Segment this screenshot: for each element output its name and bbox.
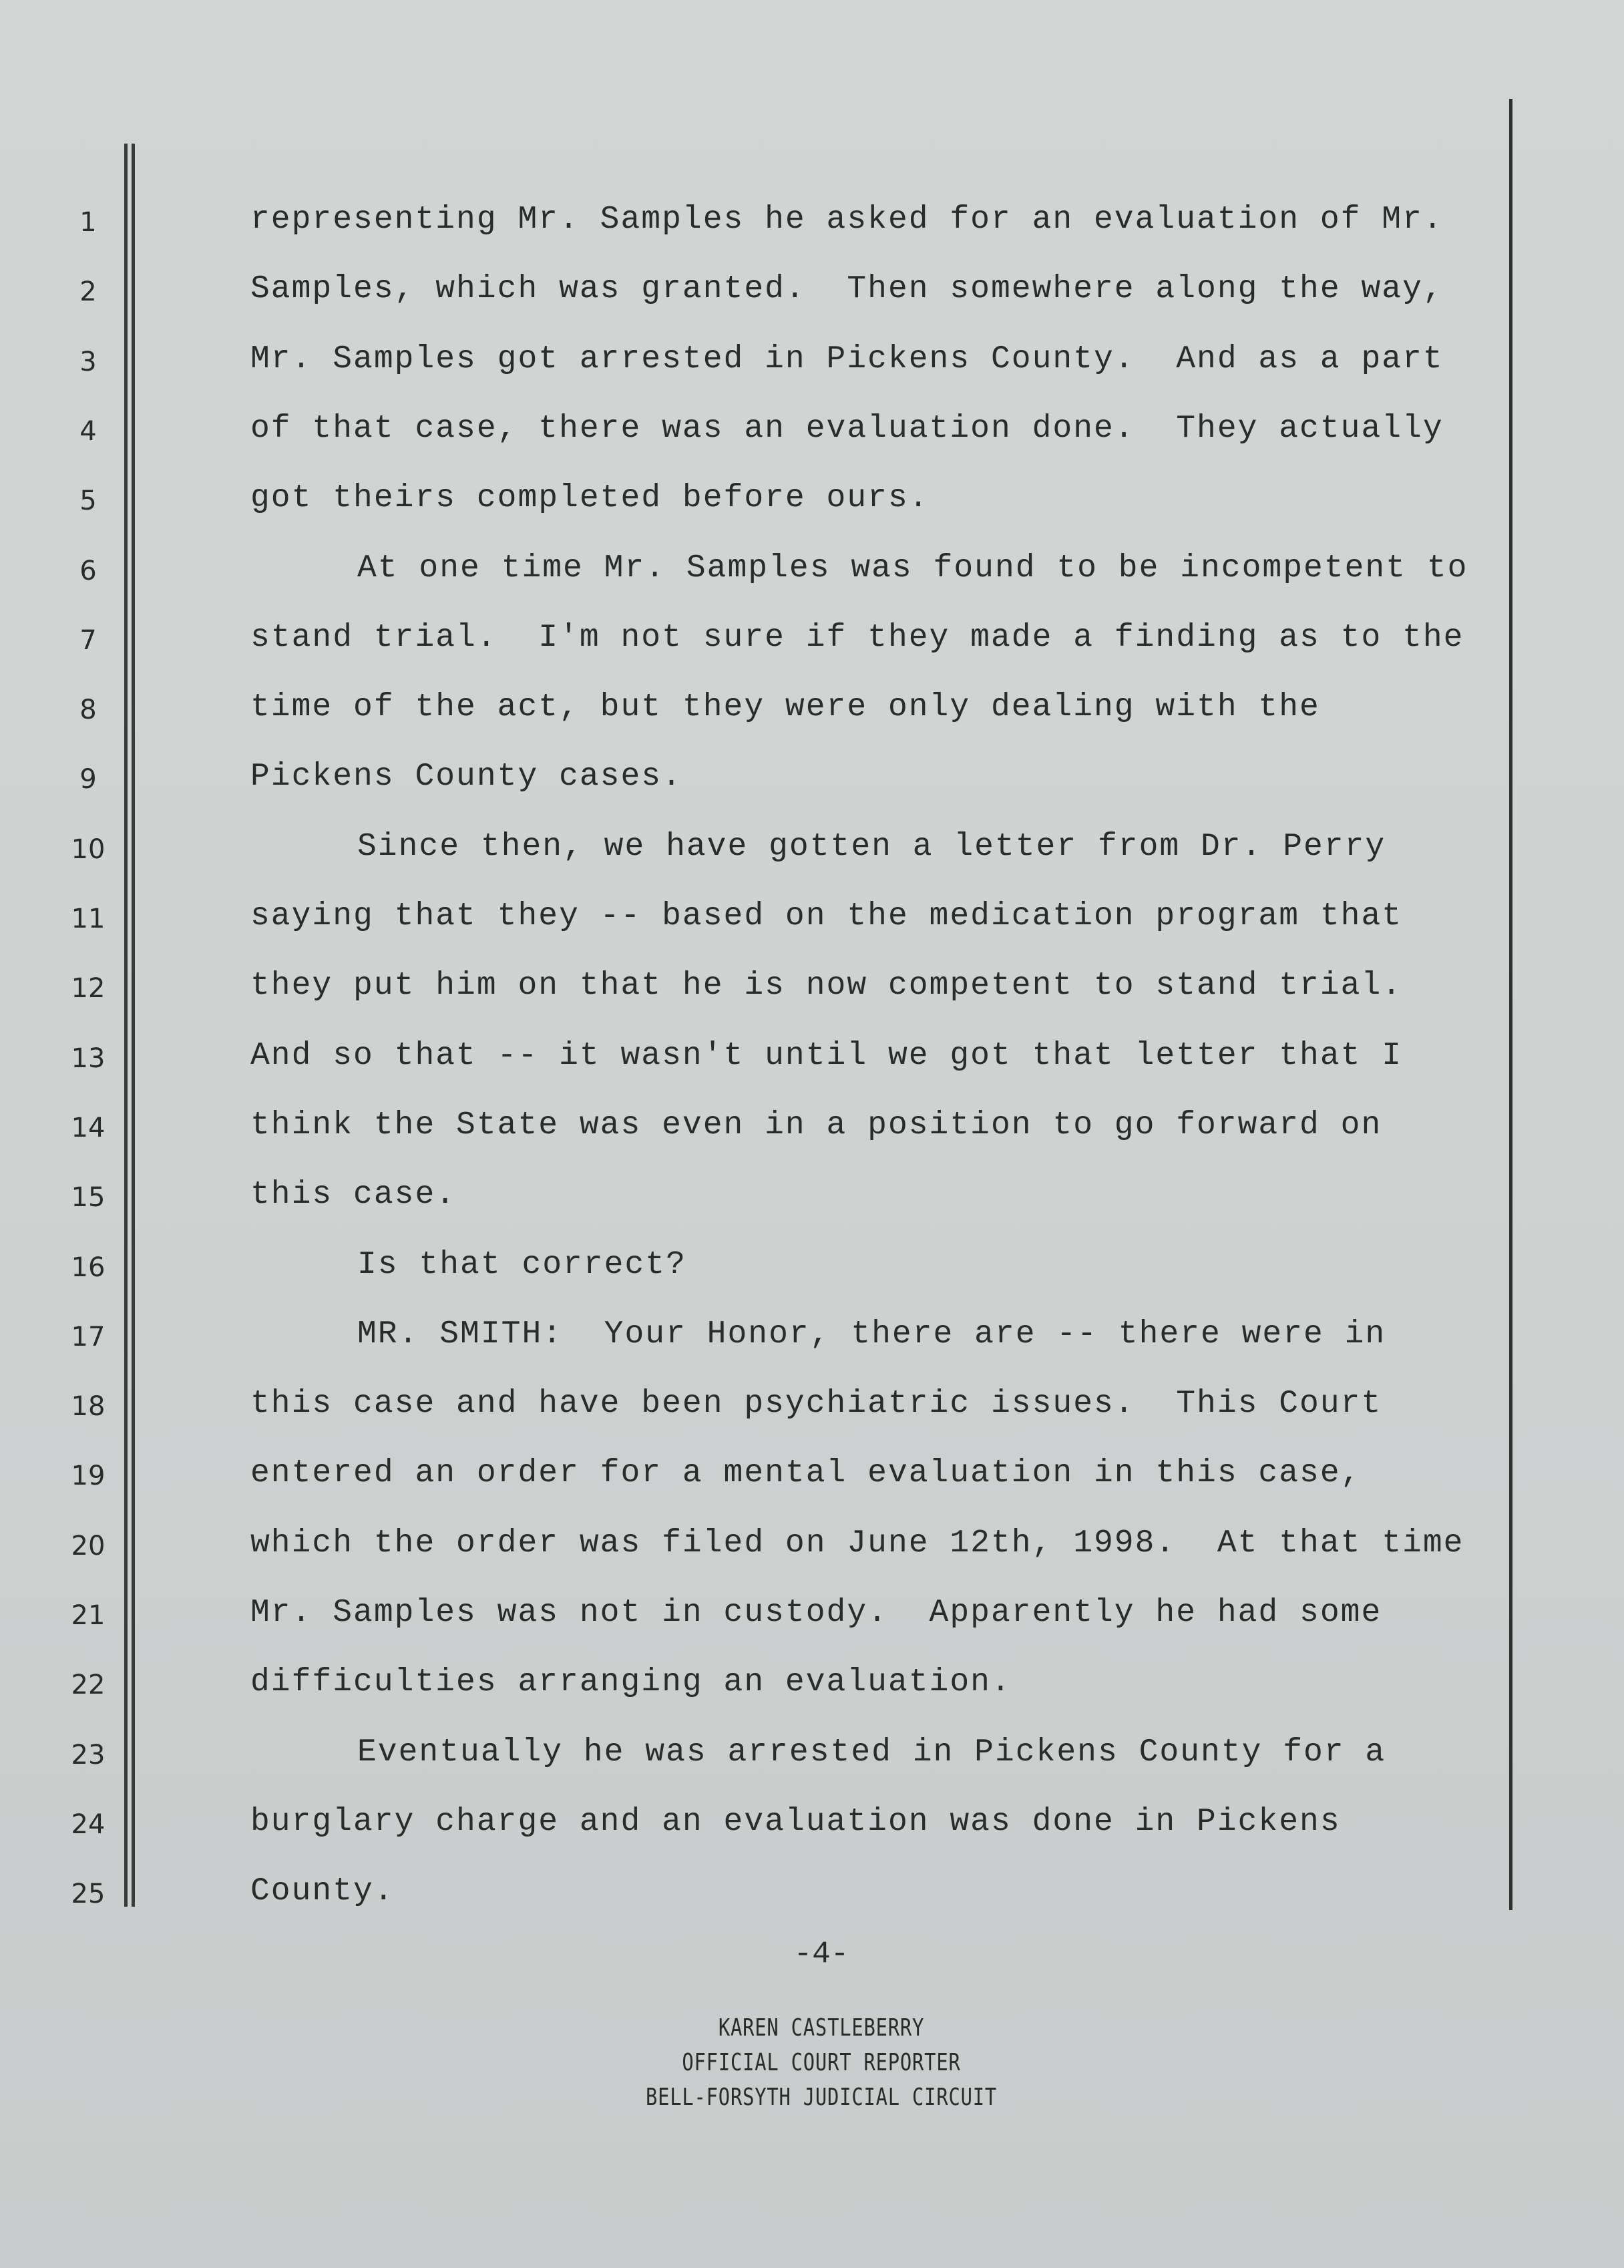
- transcript-line-text: saying that they -- based on the medication program that: [250, 898, 1403, 934]
- line-number: 23: [71, 1740, 106, 1770]
- transcript-line-text: burglary charge and an evaluation was done in Pickens: [250, 1804, 1341, 1840]
- judicial-circuit: BELL-FORSYTH JUDICIAL CIRCUIT: [645, 2084, 998, 2111]
- transcript-line-text: this case.: [250, 1177, 457, 1213]
- line-number: 16: [71, 1252, 106, 1283]
- transcript-line-text: this case and have been psychiatric issues. This Court: [250, 1386, 1382, 1422]
- line-number: 22: [71, 1670, 106, 1700]
- transcript-line-text: Is that correct?: [357, 1247, 686, 1283]
- transcript-line-text: Mr. Samples got arrested in Pickens County. And as a part: [250, 341, 1444, 377]
- transcript-line-text: Samples, which was granted. Then somewhere along the way,: [250, 271, 1444, 307]
- line-number: 4: [79, 416, 97, 447]
- line-number: 20: [71, 1531, 106, 1561]
- transcript-line-text: Since then, we have gotten a letter from Dr. Perry: [357, 829, 1386, 865]
- transcript-line-text: stand trial. I'm not sure if they made a finding as to the: [250, 620, 1464, 656]
- line-number: 12: [71, 973, 106, 1004]
- line-number: 17: [71, 1322, 106, 1352]
- reporter-title: OFFICIAL COURT REPORTER: [682, 2049, 961, 2076]
- line-number: 5: [79, 486, 97, 516]
- transcript-line-text: got theirs completed before ours.: [250, 480, 930, 516]
- line-number: 3: [79, 347, 97, 377]
- transcript-line-text: Eventually he was arrested in Pickens County for a: [357, 1734, 1386, 1770]
- line-number: 21: [71, 1600, 106, 1631]
- transcript-line-text: At one time Mr. Samples was found to be incompetent to: [357, 550, 1468, 586]
- line-number: 10: [71, 834, 106, 865]
- reporter-name: KAREN CASTLEBERRY: [718, 2014, 925, 2042]
- transcript-line-text: MR. SMITH: Your Honor, there are -- there were in: [357, 1316, 1386, 1352]
- line-number: 15: [71, 1182, 106, 1213]
- transcript-line-text: time of the act, but they were only dealing with the: [250, 689, 1320, 725]
- line-number: 6: [79, 556, 97, 586]
- line-number: 13: [71, 1043, 106, 1074]
- transcript-line-text: entered an order for a mental evaluation in this case,: [250, 1455, 1362, 1491]
- transcript-line-text: Mr. Samples was not in custody. Apparently he had some: [250, 1595, 1382, 1631]
- line-number: 7: [79, 625, 97, 656]
- transcript-line-text: representing Mr. Samples he asked for an evaluation of Mr.: [250, 202, 1444, 238]
- line-number: 8: [79, 695, 97, 725]
- line-number: 24: [71, 1809, 106, 1840]
- transcript-line-text: Pickens County cases.: [250, 759, 682, 795]
- transcript-line-text: they put him on that he is now competent to stand trial.: [250, 968, 1403, 1004]
- line-number: 1: [79, 207, 97, 238]
- left-margin-double-rule: [124, 144, 135, 1907]
- line-number: 9: [79, 764, 97, 795]
- line-number: 14: [71, 1113, 106, 1143]
- line-number: 19: [71, 1461, 106, 1491]
- page-number: -4-: [793, 1937, 849, 1971]
- transcript-line-text: of that case, there was an evaluation done. They actually: [250, 411, 1444, 447]
- transcript-line-text: difficulties arranging an evaluation.: [250, 1664, 1012, 1700]
- transcript-line-text: And so that -- it wasn't until we got that letter that I: [250, 1038, 1403, 1074]
- transcript-line-text: which the order was filed on June 12th, 1998. At that time: [250, 1525, 1464, 1561]
- line-number: 25: [71, 1879, 106, 1909]
- line-number: 2: [79, 276, 97, 307]
- transcript-line-text: County.: [250, 1873, 395, 1909]
- transcript-line-text: think the State was even in a position to go forward on: [250, 1107, 1382, 1143]
- line-number: 18: [71, 1391, 106, 1422]
- right-margin-rule: [1509, 99, 1512, 1910]
- line-number: 11: [71, 904, 106, 934]
